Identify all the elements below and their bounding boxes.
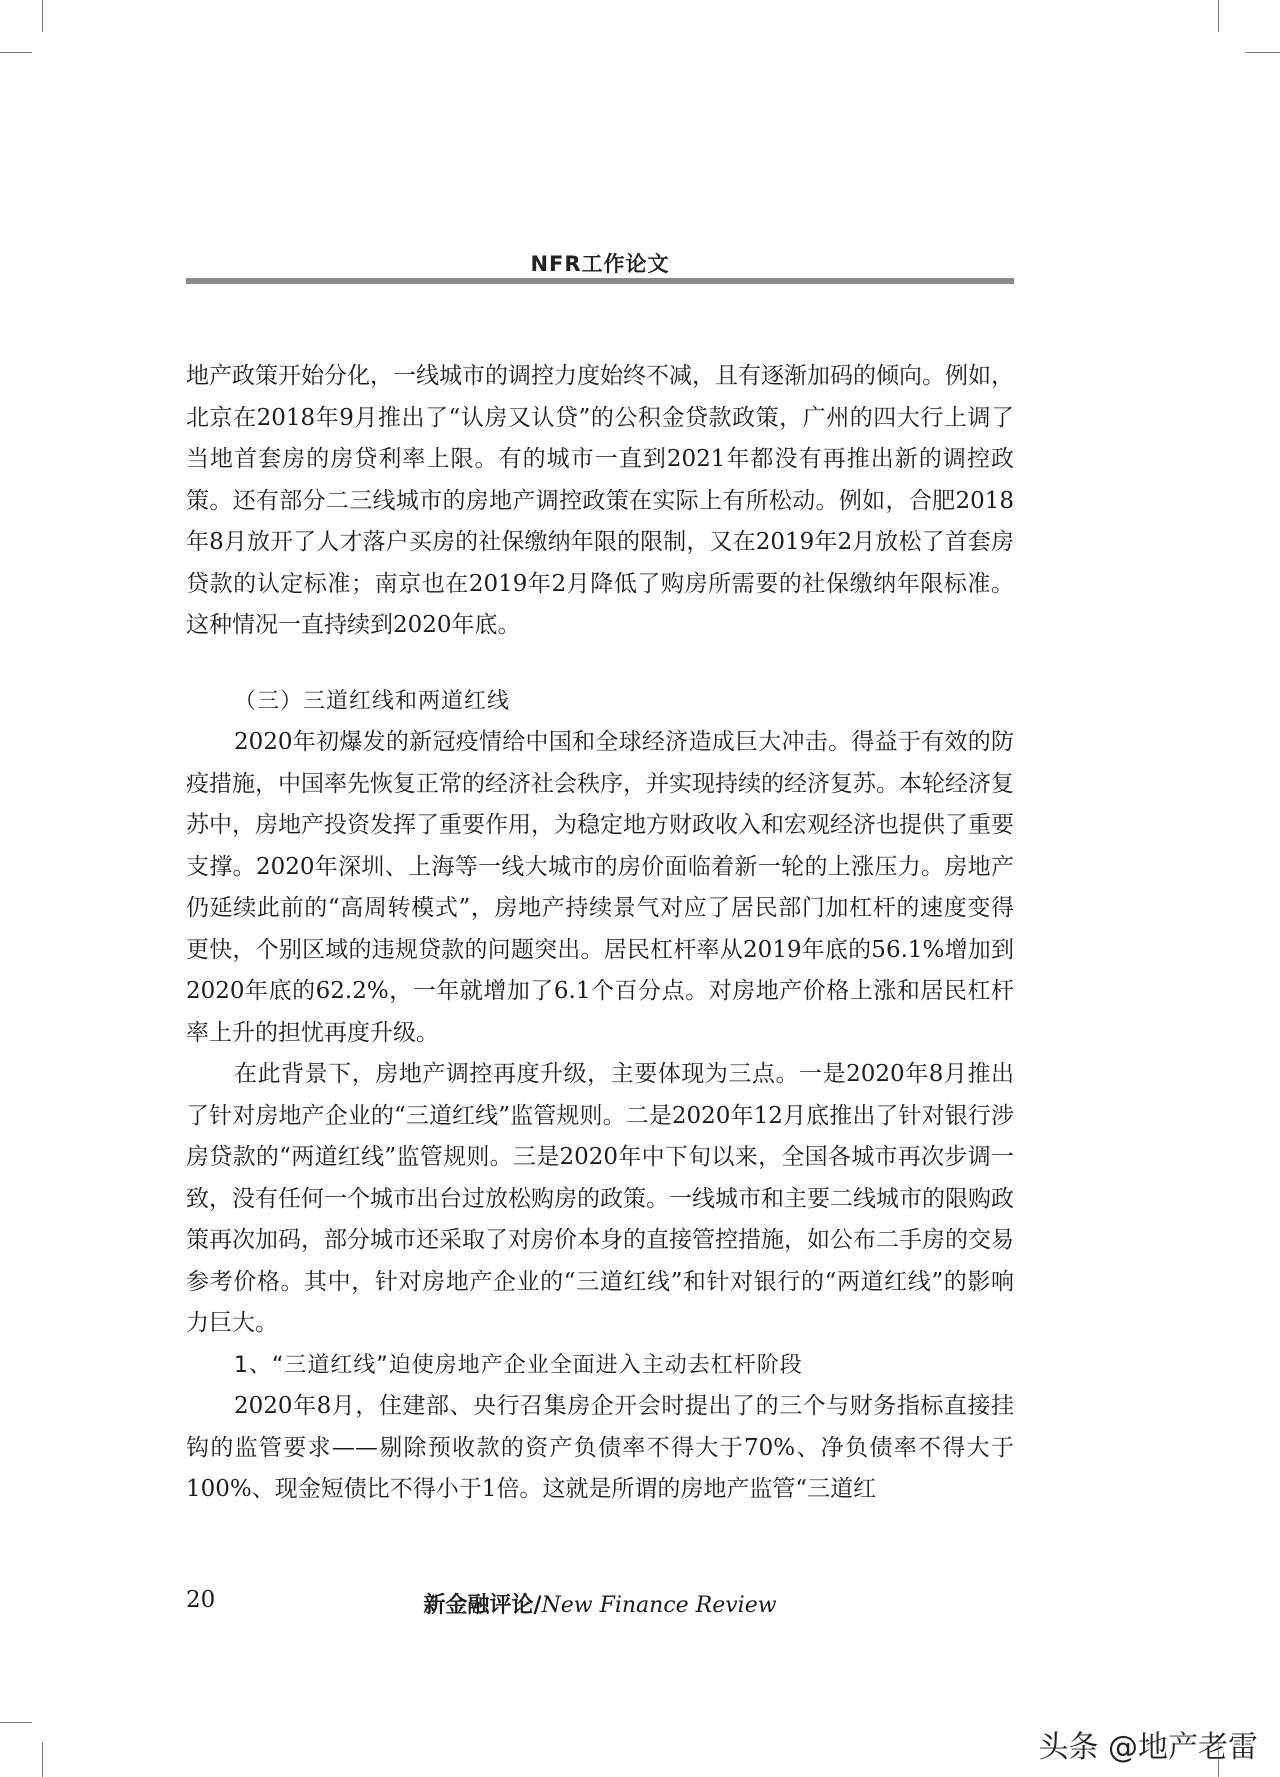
journal-name-en: New Finance Review [541,1593,777,1618]
crop-mark [0,1722,32,1723]
paragraph: 2020年8月，住建部、央行召集房企开会时提出了的三个与财务指标直接挂钩的监管要求——剔除预收款的资产负债率不得大于70%、净负债率不得大于100%、现金短债比不得小于1倍。这就是所谓的房地产监管“三道红 [186,1393,1014,1502]
crop-mark [42,1742,43,1777]
running-header: NFR工作论文 [530,252,670,276]
journal-separator: / [533,1592,542,1618]
paragraph: 2020年初爆发的新冠疫情给中国和全球经济造成巨大冲击。得益于有效的防疫措施，中国率先恢复正常的经济社会秩序，并实现持续的经济复苏。本轮经济复苏中，房地产投资发挥了重要作用，为稳定地方财政收入和宏观经济也提供了重要支撑。2020年深圳、上海等一线大城市的房价面临着新一轮的上涨压力。房地产仍延续此前的“高周转模式”，房地产持续景气对应了居民部门加杠杆的速度变得更快，个别区域的违规贷款的问题突出。居民杠杆率从2019年底的56.1%增加到2020年底的62.2%，一年就增加了6.1个百分点。对房地产价格上涨和居民杠杆率上升的担忧再度升级。 [186,729,1014,1046]
crop-mark [1218,0,1219,32]
subsection-heading: 1、“三道红线”迫使房地产企业全面进入主动去杠杆阶段 [234,1352,803,1378]
watermark: 头条 @地产老雷 [1038,1730,1258,1765]
crop-mark [42,0,43,32]
crop-mark [1246,52,1280,53]
header-rule [186,278,1014,284]
section-heading: （三）三道红线和两道红线 [234,688,511,714]
paragraph: 地产政策开始分化，一线城市的调控力度始终不减，且有逐渐加码的倾向。例如，北京在2018年9月推出了“认房又认贷”的公积金贷款政策，广州的四大行上调了当地首套房的房贷利率上限。有的城市一直到2021年都没有再推出新的调控政策。还有部分二三线城市的房地产调控政策在实际上有所松动。例如，合肥2018年8月放开了人才落户买房的社保缴纳年限的限制，又在2019年2月放松了首套房贷款的认定标准；南京也在2019年2月降低了购房所需要的社保缴纳年限标准。这种情况一直持续到2020年底。 [186,363,1014,638]
journal-footer [186,1588,1014,1619]
page-number: 20 [186,1587,216,1613]
paragraph: 在此背景下，房地产调控再度升级，主要体现为三点。一是2020年8月推出了针对房地产企业的“三道红线”监管规则。二是2020年12月底推出了针对银行涉房贷款的“两道红线”监管规则。三是2020年中下旬以来，全国各城市再次步调一致，没有任何一个城市出台过放松购房的政策。一线城市和主要二线城市的限购政策再次加码，部分城市还采取了对房价本身的直接管控措施，如公布二手房的交易参考价格。其中，针对房地产企业的“三道红线”和针对银行的“两道红线”的影响力巨大。 [186,1061,1014,1336]
article-body [186,356,1014,1511]
journal-name-cn: 新金融评论 [423,1592,534,1618]
crop-mark [0,52,32,53]
